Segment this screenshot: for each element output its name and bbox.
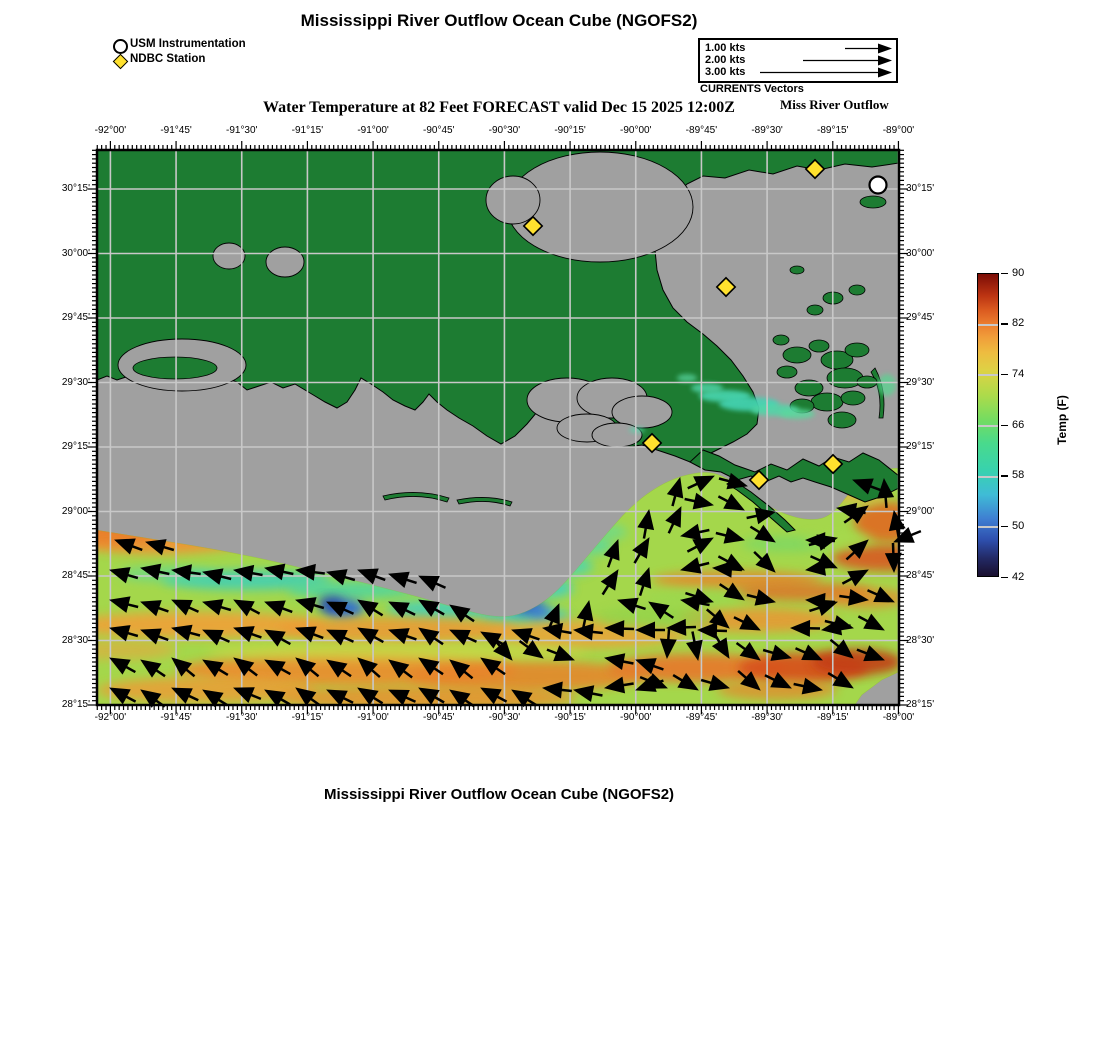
currents-vectors-caption: CURRENTS Vectors <box>700 83 804 95</box>
river-plume <box>878 374 896 396</box>
forecast-map <box>97 150 899 705</box>
lon-tick-label: -92°00' <box>94 125 127 136</box>
colorbar-tick <box>1001 577 1008 579</box>
lat-tick-label: 29°45' <box>906 312 935 323</box>
colorbar-tick-label: 90 <box>1012 266 1025 279</box>
marsh-islet <box>849 285 865 295</box>
river-plume <box>691 383 723 393</box>
colorbar-tick-label: 66 <box>1012 418 1025 431</box>
lat-tick-label: 28°15' <box>906 699 935 710</box>
region-label: Miss River Outflow <box>780 97 889 112</box>
marsh-islet <box>783 347 811 363</box>
lat-tick-label: 28°30' <box>906 634 935 646</box>
colorbar-tick <box>1001 273 1008 275</box>
lake <box>266 247 304 277</box>
vector-legend-1kt-label: 1.00 kts <box>705 42 746 54</box>
colorbar-gridline <box>978 374 998 376</box>
colorbar-gridline <box>978 425 998 427</box>
lon-tick-label: -91°15' <box>291 125 324 136</box>
lon-tick-label: -91°30' <box>225 125 258 136</box>
usm-circle-icon <box>113 39 128 54</box>
colorbar-tick-label: 82 <box>1012 317 1025 330</box>
temperature-colorbar <box>977 273 999 577</box>
legend-ndbc-label: NDBC Station <box>130 53 206 65</box>
river-plume <box>677 374 697 382</box>
lon-tick-label: -89°45' <box>685 125 718 136</box>
lat-tick-label: 29°30' <box>906 376 935 388</box>
lon-tick-label: -90°00' <box>620 125 652 136</box>
lon-tick-label: -89°00' <box>882 125 915 136</box>
marsh-islet <box>811 393 843 411</box>
footer-title: Mississippi River Outflow Ocean Cube (NGOFS2) <box>323 786 675 803</box>
lon-tick-label: -89°00' <box>882 712 915 723</box>
lon-tick-label: -91°45' <box>160 712 192 723</box>
lat-tick-label: 28°45' <box>61 570 90 581</box>
river-plume <box>779 409 815 419</box>
currents-vector-legend <box>698 38 898 83</box>
forecast-subtitle: Water Temperature at 82 Feet FORECAST valid Dec 15 2025 12:00Z <box>263 99 735 116</box>
lon-tick-label: -91°30' <box>225 712 258 723</box>
marsh-islet <box>807 305 823 315</box>
lon-tick-label: -89°15' <box>817 125 849 136</box>
lon-tick-label: -91°00' <box>357 712 389 723</box>
lat-tick-label: 29°15' <box>61 441 90 452</box>
lake <box>213 243 245 269</box>
lon-tick-label: -89°30' <box>751 712 783 723</box>
marsh-islet <box>790 266 804 274</box>
lon-tick-label: -90°00' <box>620 712 652 723</box>
lon-tick-label: -89°15' <box>817 712 849 723</box>
marsh-islet <box>777 366 797 378</box>
marsh-islet <box>773 335 789 345</box>
colorbar-tick <box>1001 323 1008 325</box>
lat-tick-label: 29°30' <box>61 376 90 388</box>
colorbar-tick <box>1001 425 1008 427</box>
lon-tick-label: -89°30' <box>751 125 783 136</box>
lon-tick-label: -89°45' <box>685 712 718 723</box>
vector-legend-2kt-label: 2.00 kts <box>705 54 746 66</box>
lat-tick-label: 29°45' <box>61 312 90 323</box>
lon-tick-label: -90°15' <box>554 125 586 136</box>
lat-tick-label: 30°00' <box>906 247 935 259</box>
colorbar-gridline <box>978 526 998 528</box>
lon-tick-label: -90°30' <box>488 712 521 723</box>
lat-tick-label: 29°15' <box>906 441 935 452</box>
colorbar-gridline <box>978 476 998 478</box>
vector-legend-3kt-label: 3.00 kts <box>705 66 746 78</box>
colorbar-tick <box>1001 374 1008 376</box>
lat-tick-label: 28°15' <box>61 699 90 710</box>
lon-tick-label: -90°30' <box>488 125 521 136</box>
marsh-islet <box>845 343 869 357</box>
lon-tick-label: -91°45' <box>160 125 192 136</box>
colorbar-tick-label: 74 <box>1012 367 1025 380</box>
lon-tick-label: -90°15' <box>554 712 586 723</box>
map-plot-area <box>97 150 899 705</box>
marsh-islet <box>860 196 886 208</box>
colorbar-tick-label: 42 <box>1012 570 1025 583</box>
ndbc-diamond-icon <box>113 54 129 70</box>
marsh-islet <box>841 391 865 405</box>
lat-tick-label: 30°15' <box>61 183 90 194</box>
legend-usm-label: USM Instrumentation <box>130 38 246 50</box>
colorbar-title: Temp (F) <box>1055 395 1069 445</box>
lon-tick-label: -90°45' <box>423 712 455 723</box>
lat-tick-label: 29°00' <box>61 505 90 517</box>
colorbar-tick-label: 58 <box>1012 469 1025 482</box>
lon-tick-label: -90°45' <box>423 125 455 136</box>
usm-station-marker <box>870 177 887 194</box>
colorbar-tick-label: 50 <box>1012 519 1025 532</box>
river-plume <box>629 427 645 433</box>
lon-tick-label: -91°15' <box>291 712 324 723</box>
lat-tick-label: 29°00' <box>906 505 935 517</box>
marsh-islet <box>809 340 829 352</box>
lat-tick-label: 28°45' <box>906 570 935 581</box>
figure-title: Mississippi River Outflow Ocean Cube (NGOFS2) <box>300 11 698 30</box>
colorbar-gridline <box>978 324 998 326</box>
lat-tick-label: 30°00' <box>61 247 90 259</box>
lat-tick-label: 28°30' <box>61 634 90 646</box>
lake <box>592 423 642 447</box>
lat-tick-label: 30°15' <box>906 183 935 194</box>
colorbar-tick <box>1001 475 1008 477</box>
marsh-islet <box>133 357 217 379</box>
colorbar-tick <box>1001 526 1008 528</box>
lon-tick-label: -92°00' <box>94 712 127 723</box>
lon-tick-label: -91°00' <box>357 125 389 136</box>
